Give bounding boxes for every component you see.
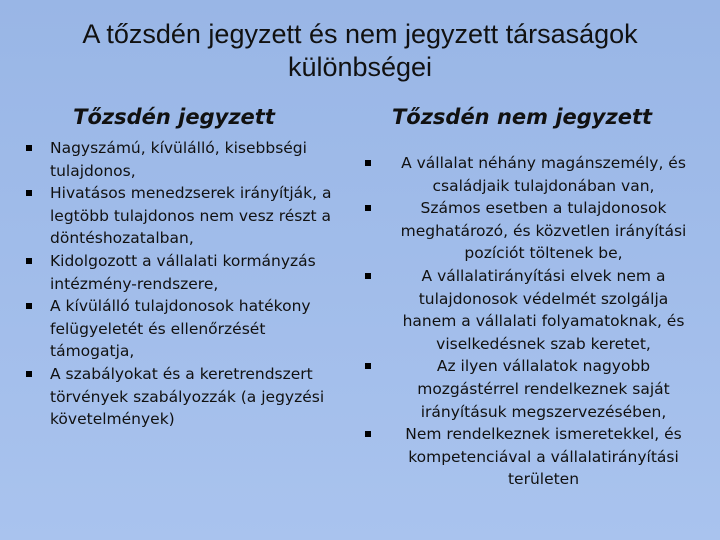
list-item-text: A vállalat néhány magánszemély, és családjaik tulajdonában van, — [401, 154, 686, 195]
list-item — [362, 152, 697, 197]
slide-title-line-2: különbségei — [287, 52, 433, 82]
list-item-text: A vállalatirányítási elvek nem a tulajdonosok védelmét szolgálja hanem a vállalati folyamatoknak, és viselkedésnek szab keretet, — [402, 266, 685, 353]
bullet-icon — [26, 145, 32, 151]
bullet-icon — [365, 160, 371, 166]
list-item — [362, 197, 697, 265]
list-item — [362, 355, 697, 423]
list-item — [362, 265, 697, 355]
list-item-text: A szabályokat és a keretrendszert törvények szabályozzák (a jegyzési követelmények) — [50, 364, 325, 429]
list-item-text: Hivatásos menedzserek irányítják, a legtöbb tulajdonos nem vesz részt a döntéshozatalban, — [50, 184, 332, 248]
list-item-text: Számos esetben a tulajdonosok meghatározó, és közvetlen irányítási pozíciót töltenek be, — [400, 199, 687, 263]
bullet-icon — [26, 303, 32, 309]
right-bullet-list — [362, 152, 697, 491]
list-item-text: Kidolgozott a vállalati kormányzás intézmény-rendszere, — [50, 251, 316, 293]
bullet-icon — [365, 431, 371, 437]
list-item-text: A kívülálló tulajdonosok hatékony felügyeletét és ellenőrzését támogatja, — [50, 297, 311, 361]
list-item-text: Az ilyen vállalatok nagyobb mozgástérrel rendelkeznek saját irányításuk megszervezésében, — [417, 357, 670, 421]
bullet-icon — [26, 258, 32, 264]
list-item — [20, 182, 350, 250]
list-item-text: Nagyszámú, kívülálló, kisebbségi tulajdonos, — [50, 139, 307, 180]
bullet-icon — [26, 190, 32, 196]
slide-title — [20, 18, 700, 84]
list-item — [20, 250, 350, 295]
bullet-icon — [365, 205, 371, 211]
bullet-icon — [26, 371, 32, 377]
left-column-heading: Tőzsdén jegyzett — [73, 105, 275, 129]
list-item — [20, 363, 350, 431]
bullet-icon — [365, 273, 371, 279]
bullet-icon — [365, 363, 371, 369]
list-item-text: Nem rendelkeznek ismeretekkel, és kompetenciával a vállalatirányítási területen — [405, 425, 682, 489]
right-column-heading: Tőzsdén nem jegyzett — [391, 105, 653, 129]
left-bullet-list — [20, 137, 350, 431]
list-item — [362, 423, 697, 491]
list-item — [20, 295, 350, 363]
slide-title-line-1: A tőzsdén jegyzett és nem jegyzett társaságok — [82, 19, 638, 49]
list-item — [20, 137, 350, 182]
